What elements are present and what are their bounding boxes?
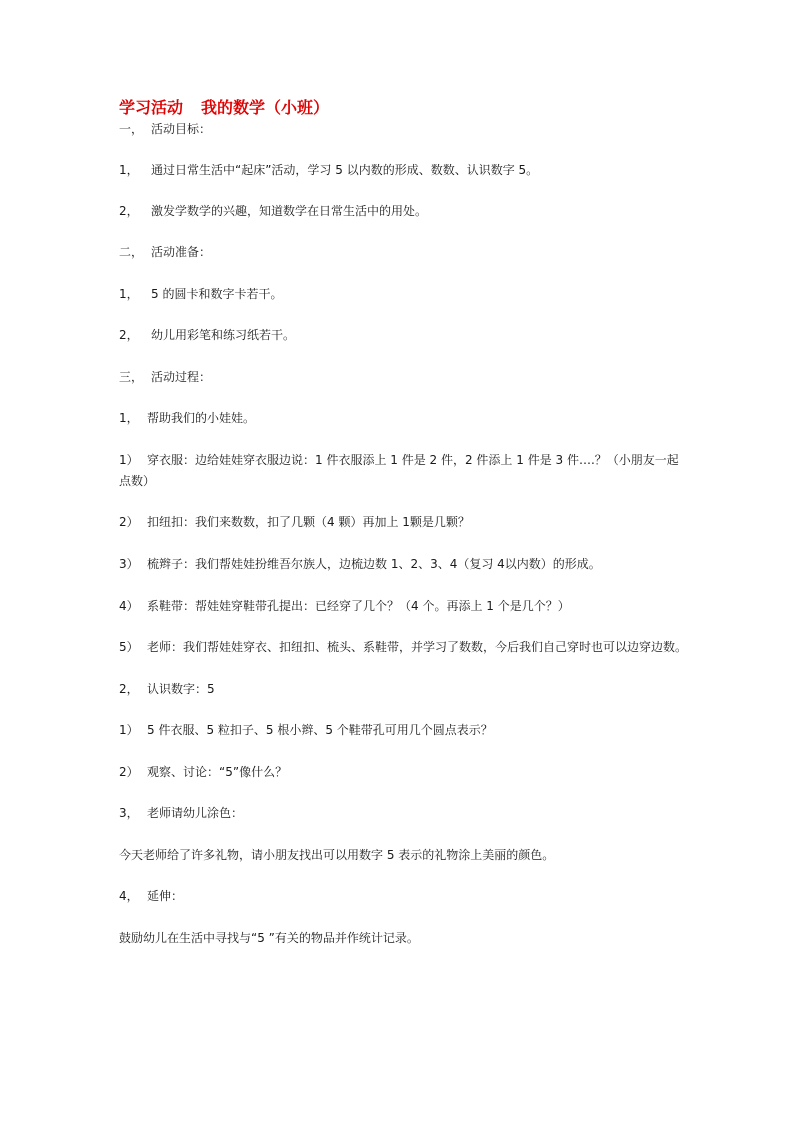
list-item: 4， 延伸： — [119, 889, 184, 903]
list-item: 2， 激发学数学的兴趣，知道数学在日常生活中的用处。 — [119, 204, 428, 218]
list-item: 3， 老师请幼儿涂色： — [119, 806, 244, 820]
list-item: 2） 观察、讨论：“5”像什么？ — [119, 765, 288, 779]
list-item: 1） 5 件衣服、5 粒扣子、5 根小辫、5 个鞋带孔可用几个圆点表示？ — [119, 723, 493, 737]
section-heading: 二， 活动准备： — [119, 245, 212, 259]
list-item: 3） 梳辫子：我们帮娃娃扮维吾尔族人，边梳边数 1、2、3、4（复习 4以内数）的形成。 — [119, 557, 601, 571]
list-item-continuation: 点数） — [119, 474, 156, 488]
section-heading: 一， 活动目标： — [119, 122, 212, 136]
document-title — [119, 95, 329, 118]
paragraph: 今天老师给了许多礼物，请小朋友找出可以用数字 5 表示的礼物涂上美丽的颜色。 — [119, 848, 555, 862]
title-part-2: 我的数学（小班） — [201, 98, 330, 117]
list-item: 5） 老师：我们帮娃娃穿衣、扣纽扣、梳头、系鞋带，并学习了数数，今后我们自己穿时也可以边穿边数。 — [119, 640, 688, 654]
list-item: 1， 通过日常生活中“起床”活动，学习 5 以内数的形成、数数、认识数字 5。 — [119, 163, 539, 177]
list-item: 1， 帮助我们的小娃娃。 — [119, 411, 256, 425]
title-part-1: 学习活动 — [119, 98, 184, 117]
list-item: 1， 5 的圆卡和数字卡若干。 — [119, 287, 283, 301]
paragraph: 鼓励幼儿在生活中寻找与“5 ”有关的物品并作统计记录。 — [119, 931, 419, 945]
list-item: 2， 幼儿用彩笔和练习纸若干。 — [119, 328, 296, 342]
list-item: 2） 扣纽扣：我们来数数，扣了几颗（4 颗）再加上 1颗是几颗？ — [119, 515, 470, 529]
list-item: 4） 系鞋带：帮娃娃穿鞋带孔提出：已经穿了几个？（4 个。再添上 1 个是几个？） — [119, 599, 570, 613]
list-item: 2， 认识数字：5 — [119, 682, 215, 696]
list-item: 1） 穿衣服：边给娃娃穿衣服边说：1 件衣服添上 1 件是 2 件，2 件添上 1 件是 3 件….？（小朋友一起 — [119, 453, 679, 467]
section-heading: 三， 活动过程： — [119, 370, 212, 384]
